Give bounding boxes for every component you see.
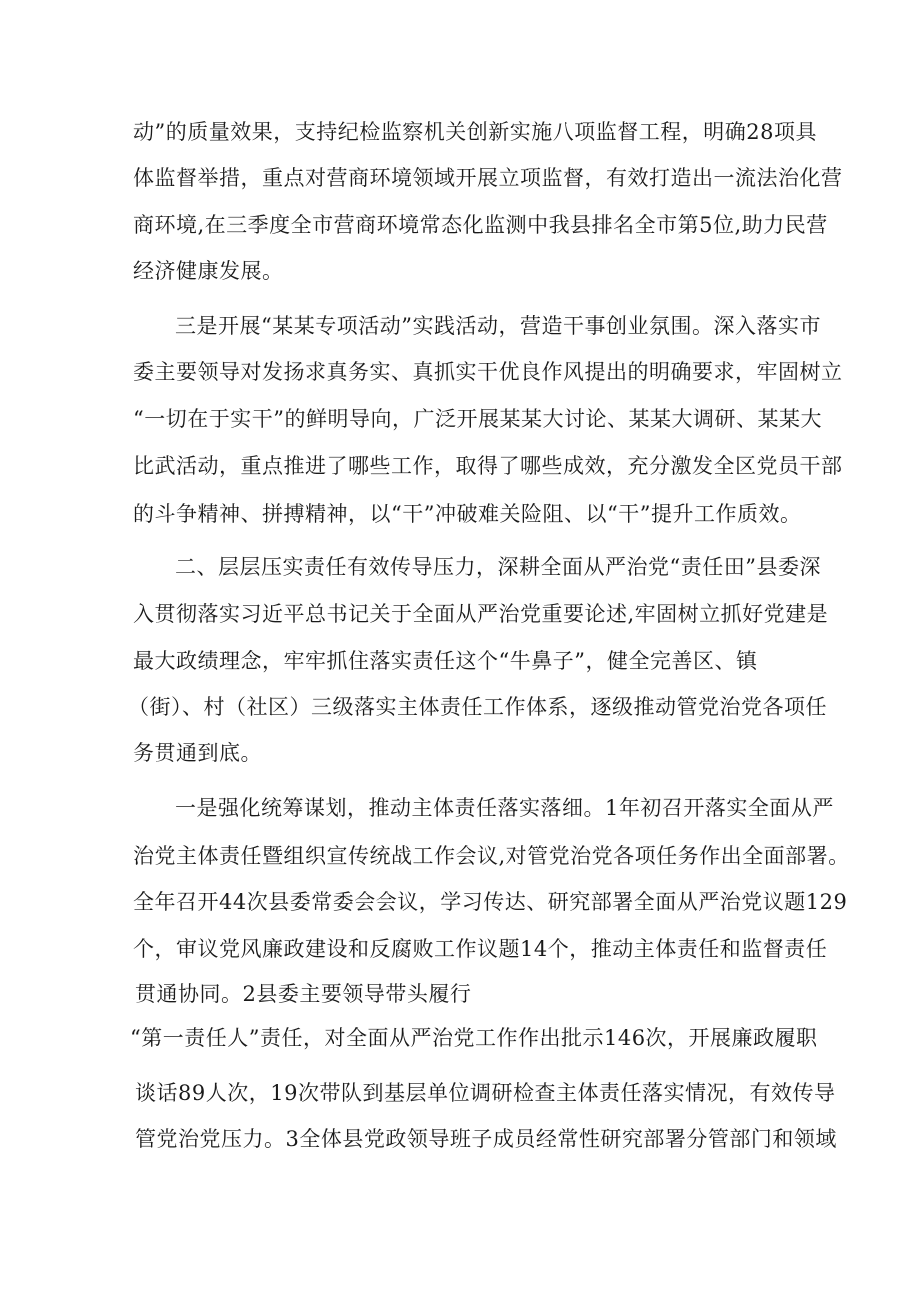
text-line: 商环境,在三季度全市营商环境常态化监测中我县排名全市第5位,助力民营 (133, 213, 828, 237)
text-line: “一切在于实干”的鲜明导向，广泛开展某某大讨论、某某大调研、某某大 (133, 407, 822, 431)
text-line: 谈话89人次，19次带队到基层单位调研检查主体责任落实情况，有效传导 (135, 1081, 836, 1105)
text-line: “第一责任人”责任，对全面从严治党工作作出批示146次，开展廉政履职 (130, 1026, 818, 1050)
paragraph-first-line: 三是开展“某某专项活动”实践活动，营造干事创业氛围。深入落实市 (175, 314, 821, 338)
text-line: 贯通协同。2县委主要领导带头履行 (135, 982, 472, 1006)
paragraph-first-line: 二、层层压实责任有效传导压力，深耕全面从严治党“责任田”县委深 (175, 555, 821, 579)
text-line: 个，审议党风廉政建设和反腐败工作议题14个，推动主体责任和监督责任 (133, 937, 828, 961)
text-line: 委主要领导对发扬求真务实、真抓实干优良作风提出的明确要求，牢固树立 (133, 360, 843, 384)
text-line: 最大政绩理念，牢牢抓住落实责任这个“牛鼻子”，健全完善区、镇 (133, 649, 758, 673)
text-line: 务贯通到底。 (133, 741, 262, 765)
text-line: 治党主体责任暨组织宣传统战工作会议,对管党治党各项任务作出全面部署。 (133, 844, 850, 868)
text-line: （街）、村（社区）三级落实主体责任工作体系，逐级推动管党治党各项任 (128, 695, 827, 719)
text-line: 动”的质量效果，支持纪检监察机关创新实施八项监督工程，明确28项具 (133, 120, 817, 144)
text-line: 经济健康发展。 (133, 259, 284, 283)
paragraph-first-line: 一是强化统筹谋划，推动主体责任落实落细。1年初召开落实全面从严 (175, 796, 834, 820)
text-line: 入贯彻落实习近平总书记关于全面从严治党重要论述,牢固树立抓好党建是 (133, 602, 829, 626)
text-line: 体监督举措，重点对营商环境领域开展立项监督，有效打造出一流法治化营 (133, 166, 843, 190)
text-line: 管党治党压力。3全体县党政领导班子成员经常性研究部署分管部门和领域 (135, 1127, 837, 1151)
text-line: 比武活动，重点推进了哪些工作，取得了哪些成效，充分激发全区党员干部 (133, 454, 843, 478)
text-line: 全年召开44次县委常委会会议，学习传达、研究部署全面从严治党议题129 (133, 890, 848, 914)
text-line: 的斗争精神、拼搏精神，以“干”冲破难关险阻、以“干”提升工作质效。 (133, 502, 802, 526)
